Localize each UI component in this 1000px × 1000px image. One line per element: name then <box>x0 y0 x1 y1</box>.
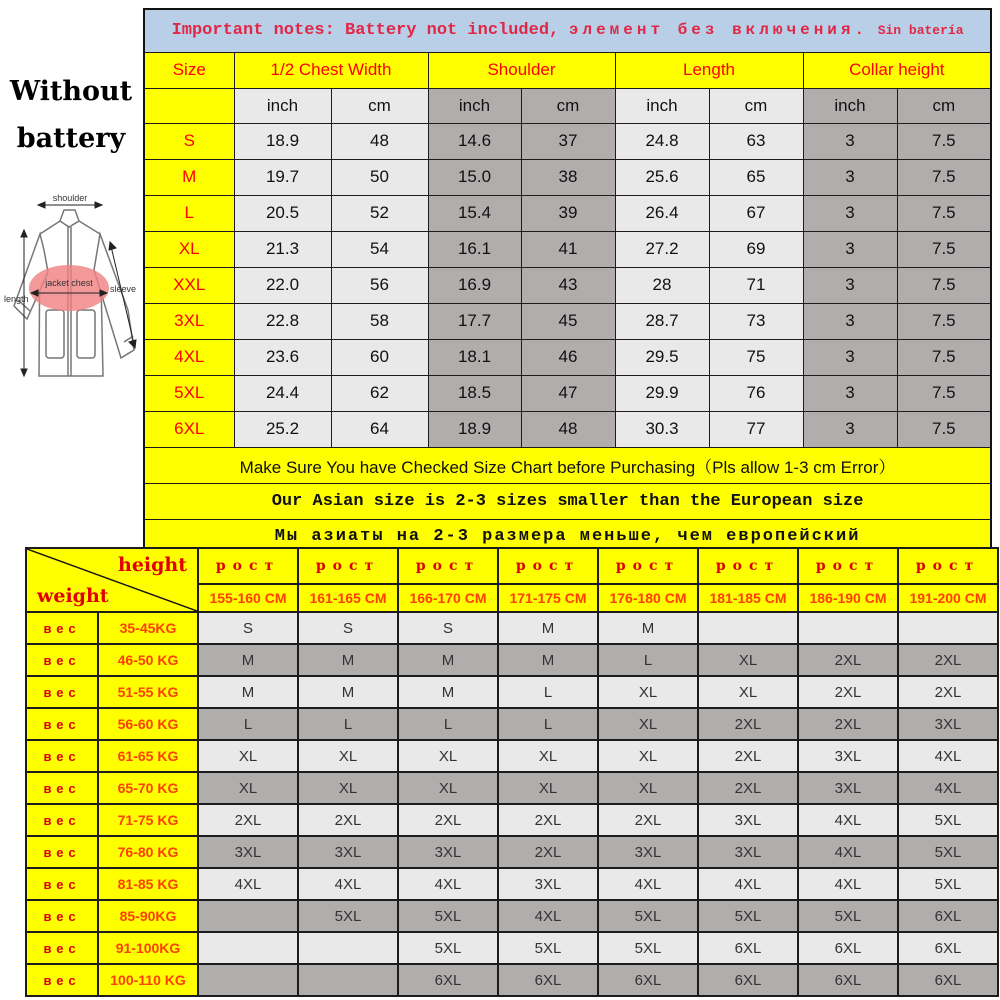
size-value: 75 <box>709 339 803 375</box>
weight-range: 71-75 KG <box>98 804 198 836</box>
size-value: 18.9 <box>428 411 521 447</box>
size-value: 38 <box>521 159 615 195</box>
weight-range: 65-70 KG <box>98 772 198 804</box>
ves-label: вес <box>26 740 98 772</box>
size-value: 50 <box>331 159 428 195</box>
rost-header: рост <box>398 548 498 584</box>
fit-size-value: 5XL <box>898 868 998 900</box>
fit-size-value: 6XL <box>598 964 698 996</box>
ves-label: вес <box>26 612 98 644</box>
size-value: 64 <box>331 411 428 447</box>
fit-size-value: 5XL <box>898 836 998 868</box>
fit-table-row <box>26 900 998 932</box>
size-label: XL <box>144 231 234 267</box>
without-battery-label <box>0 68 142 162</box>
fit-size-value: 6XL <box>698 964 798 996</box>
size-value: 3 <box>803 375 897 411</box>
fit-size-value: XL <box>498 740 598 772</box>
fit-table-row <box>26 772 998 804</box>
fit-size-value: 5XL <box>498 932 598 964</box>
fit-size-value: 3XL <box>598 836 698 868</box>
jacket-measurement-diagram <box>2 190 142 398</box>
fit-size-value: 3XL <box>798 772 898 804</box>
size-table-row <box>144 195 991 231</box>
chest-group-header: 1/2 Chest Width <box>234 52 428 88</box>
fit-size-value: M <box>498 644 598 676</box>
rost-header: рост <box>698 548 798 584</box>
note-check-size-chart: Make Sure You have Checked Size Chart before Purchasing（Pls allow 1-3 cm Error） <box>144 447 991 483</box>
height-range: 171-175 CM <box>498 584 598 612</box>
fit-size-value: 2XL <box>498 836 598 868</box>
fit-size-value: XL <box>498 772 598 804</box>
size-value: 15.0 <box>428 159 521 195</box>
chest-ellipse <box>29 265 109 311</box>
size-value: 28.7 <box>615 303 709 339</box>
without-battery-line1: Without <box>9 76 133 107</box>
height-range: 155-160 CM <box>198 584 298 612</box>
fit-size-value: 2XL <box>298 804 398 836</box>
collar-group-header: Collar height <box>803 52 991 88</box>
size-table-row <box>144 375 991 411</box>
size-value: 43 <box>521 267 615 303</box>
important-notes-banner <box>144 9 991 52</box>
fit-size-value: M <box>298 676 398 708</box>
size-value: 22.0 <box>234 267 331 303</box>
fit-size-value <box>698 612 798 644</box>
fit-size-value: L <box>498 708 598 740</box>
size-value: 24.4 <box>234 375 331 411</box>
size-table-row <box>144 339 991 375</box>
fit-size-value: M <box>198 644 298 676</box>
fit-size-value: 2XL <box>898 676 998 708</box>
size-table-row <box>144 123 991 159</box>
size-value: 41 <box>521 231 615 267</box>
weight-range: 46-50 KG <box>98 644 198 676</box>
fit-table-row <box>26 644 998 676</box>
fit-size-value: 3XL <box>898 708 998 740</box>
fit-table-row <box>26 804 998 836</box>
size-value: 71 <box>709 267 803 303</box>
weight-range: 51-55 KG <box>98 676 198 708</box>
fit-table-row <box>26 708 998 740</box>
size-value: 17.7 <box>428 303 521 339</box>
banner-text-es: Sin batería <box>877 23 964 39</box>
size-value: 76 <box>709 375 803 411</box>
fit-size-value: 3XL <box>698 804 798 836</box>
size-table-body <box>144 123 991 447</box>
weight-range: 76-80 KG <box>98 836 198 868</box>
unit-inch: inch <box>615 88 709 123</box>
fit-size-value: 2XL <box>598 804 698 836</box>
fit-size-value: M <box>198 676 298 708</box>
fit-table <box>25 547 999 997</box>
fit-size-value: 5XL <box>798 900 898 932</box>
fit-size-value: XL <box>598 676 698 708</box>
size-value: 7.5 <box>897 339 991 375</box>
unit-cm: cm <box>521 88 615 123</box>
height-range: 161-165 CM <box>298 584 398 612</box>
weight-range: 91-100KG <box>98 932 198 964</box>
size-value: 20.5 <box>234 195 331 231</box>
ves-label: вес <box>26 932 98 964</box>
fit-size-value: XL <box>398 740 498 772</box>
fit-size-value: L <box>598 644 698 676</box>
fit-size-value: 2XL <box>498 804 598 836</box>
fit-size-value: 5XL <box>898 804 998 836</box>
fit-size-value: 6XL <box>498 964 598 996</box>
size-value: 46 <box>521 339 615 375</box>
fit-size-value: 5XL <box>398 932 498 964</box>
size-value: 77 <box>709 411 803 447</box>
size-value: 29.5 <box>615 339 709 375</box>
size-value: 45 <box>521 303 615 339</box>
size-value: 22.8 <box>234 303 331 339</box>
banner-text-ru: элемент без включения. <box>568 21 869 40</box>
size-value: 7.5 <box>897 231 991 267</box>
fit-size-value: 2XL <box>798 708 898 740</box>
jacket-chest-label: jacket chest <box>45 278 93 288</box>
rost-header: рост <box>298 548 398 584</box>
size-value: 48 <box>331 123 428 159</box>
fit-size-value: XL <box>298 740 398 772</box>
size-value: 7.5 <box>897 159 991 195</box>
fit-table-row <box>26 836 998 868</box>
size-value: 3 <box>803 267 897 303</box>
size-value: 26.4 <box>615 195 709 231</box>
fit-size-value: 6XL <box>898 964 998 996</box>
fit-size-value: 6XL <box>398 964 498 996</box>
ves-label: вес <box>26 868 98 900</box>
fit-size-value: 5XL <box>598 900 698 932</box>
size-unit-spacer <box>144 88 234 123</box>
unit-inch: inch <box>234 88 331 123</box>
fit-size-value: XL <box>698 676 798 708</box>
fit-size-value: XL <box>198 772 298 804</box>
size-table-row <box>144 267 991 303</box>
fit-size-value: XL <box>398 772 498 804</box>
size-value: 15.4 <box>428 195 521 231</box>
fit-size-value: 6XL <box>898 900 998 932</box>
size-value: 37 <box>521 123 615 159</box>
ves-label: вес <box>26 804 98 836</box>
ves-label: вес <box>26 708 98 740</box>
size-value: 7.5 <box>897 375 991 411</box>
weight-range: 61-65 KG <box>98 740 198 772</box>
fit-size-value: L <box>498 676 598 708</box>
fit-size-value: 4XL <box>798 868 898 900</box>
fit-size-value: 3XL <box>398 836 498 868</box>
size-value: 60 <box>331 339 428 375</box>
fit-size-value: 6XL <box>898 932 998 964</box>
height-range: 181-185 CM <box>698 584 798 612</box>
size-label: 4XL <box>144 339 234 375</box>
rost-header: рост <box>598 548 698 584</box>
note-asian-size-en: Our Asian size is 2-3 sizes smaller than the European size <box>144 483 991 519</box>
fit-size-value: 2XL <box>698 772 798 804</box>
fit-size-value: 4XL <box>698 868 798 900</box>
fit-table-row <box>26 868 998 900</box>
size-value: 56 <box>331 267 428 303</box>
height-range: 191-200 CM <box>898 584 998 612</box>
fit-size-value <box>298 964 398 996</box>
size-value: 24.8 <box>615 123 709 159</box>
size-value: 48 <box>521 411 615 447</box>
fit-size-value: M <box>598 612 698 644</box>
size-value: 25.6 <box>615 159 709 195</box>
height-range: 186-190 CM <box>798 584 898 612</box>
length-label: length <box>4 294 29 304</box>
size-value: 30.3 <box>615 411 709 447</box>
size-value: 18.5 <box>428 375 521 411</box>
size-value: 63 <box>709 123 803 159</box>
fit-table-row <box>26 612 998 644</box>
fit-size-value: 4XL <box>398 868 498 900</box>
fit-size-value: 2XL <box>198 804 298 836</box>
fit-size-value <box>798 612 898 644</box>
fit-size-value: M <box>398 644 498 676</box>
fit-size-value: 6XL <box>798 964 898 996</box>
fit-size-value: 3XL <box>798 740 898 772</box>
fit-size-value: XL <box>598 740 698 772</box>
size-value: 7.5 <box>897 195 991 231</box>
size-value: 3 <box>803 231 897 267</box>
size-value: 69 <box>709 231 803 267</box>
fit-size-value: 6XL <box>698 932 798 964</box>
height-range: 176-180 CM <box>598 584 698 612</box>
fit-size-value <box>198 964 298 996</box>
sleeve-label: sleeve <box>110 284 137 294</box>
fit-size-value: L <box>198 708 298 740</box>
rost-header: рост <box>798 548 898 584</box>
fit-table-row <box>26 740 998 772</box>
fit-size-value: XL <box>598 772 698 804</box>
size-label: 3XL <box>144 303 234 339</box>
weight-range: 56-60 KG <box>98 708 198 740</box>
unit-cm: cm <box>331 88 428 123</box>
size-table-row <box>144 231 991 267</box>
fit-size-value: 2XL <box>898 644 998 676</box>
size-value: 16.1 <box>428 231 521 267</box>
fit-size-value: XL <box>598 708 698 740</box>
weight-label: weight <box>37 585 109 607</box>
fit-size-value: 3XL <box>198 836 298 868</box>
fit-size-value: 2XL <box>798 676 898 708</box>
size-value: 23.6 <box>234 339 331 375</box>
weight-range: 85-90KG <box>98 900 198 932</box>
fit-size-value: L <box>398 708 498 740</box>
size-value: 7.5 <box>897 123 991 159</box>
size-table-row <box>144 411 991 447</box>
size-value: 3 <box>803 195 897 231</box>
size-label: XXL <box>144 267 234 303</box>
fit-size-value: 4XL <box>598 868 698 900</box>
ves-label: вес <box>26 772 98 804</box>
fit-size-value <box>298 932 398 964</box>
ves-label: вес <box>26 644 98 676</box>
size-table-row <box>144 303 991 339</box>
fit-size-value: 2XL <box>398 804 498 836</box>
fit-size-value: M <box>498 612 598 644</box>
banner-text-en: Important notes: Battery not included, <box>171 21 560 41</box>
length-group-header: Length <box>615 52 803 88</box>
unit-inch: inch <box>803 88 897 123</box>
size-value: 19.7 <box>234 159 331 195</box>
fit-size-value: XL <box>298 772 398 804</box>
fit-size-value: 6XL <box>798 932 898 964</box>
fit-size-value: 4XL <box>898 740 998 772</box>
size-label: 6XL <box>144 411 234 447</box>
weight-range: 35-45KG <box>98 612 198 644</box>
fit-size-value: 4XL <box>798 836 898 868</box>
fit-size-value: 5XL <box>398 900 498 932</box>
ves-label: вес <box>26 676 98 708</box>
unit-cm: cm <box>709 88 803 123</box>
size-label: S <box>144 123 234 159</box>
fit-size-value: 4XL <box>198 868 298 900</box>
size-column-header: Size <box>144 52 234 88</box>
size-value: 58 <box>331 303 428 339</box>
fit-size-value <box>198 900 298 932</box>
fit-table-row <box>26 964 998 996</box>
size-value: 16.9 <box>428 267 521 303</box>
size-value: 3 <box>803 303 897 339</box>
note-asian-size-ru: Мы азиаты на 2-3 размера меньше, чем европейский <box>144 519 991 555</box>
weight-range: 100-110 KG <box>98 964 198 996</box>
size-value: 52 <box>331 195 428 231</box>
fit-size-value: 4XL <box>898 772 998 804</box>
size-value: 67 <box>709 195 803 231</box>
fit-size-value: S <box>198 612 298 644</box>
fit-size-value: 5XL <box>298 900 398 932</box>
fit-size-value: XL <box>198 740 298 772</box>
size-value: 47 <box>521 375 615 411</box>
size-label: 5XL <box>144 375 234 411</box>
height-range: 166-170 CM <box>398 584 498 612</box>
fit-size-value: 5XL <box>598 932 698 964</box>
fit-size-value: 4XL <box>798 804 898 836</box>
fit-size-value: 3XL <box>298 836 398 868</box>
unit-inch: inch <box>428 88 521 123</box>
fit-size-value <box>198 932 298 964</box>
fit-size-value: 2XL <box>798 644 898 676</box>
size-value: 54 <box>331 231 428 267</box>
rost-header: рост <box>198 548 298 584</box>
rost-header: рост <box>898 548 998 584</box>
fit-size-value: 4XL <box>298 868 398 900</box>
fit-size-value: L <box>298 708 398 740</box>
size-value: 18.9 <box>234 123 331 159</box>
size-value: 14.6 <box>428 123 521 159</box>
size-label: M <box>144 159 234 195</box>
rost-header: рост <box>498 548 598 584</box>
size-value: 25.2 <box>234 411 331 447</box>
fit-size-value: 3XL <box>498 868 598 900</box>
fit-size-value: 2XL <box>698 708 798 740</box>
size-value: 7.5 <box>897 303 991 339</box>
size-value: 7.5 <box>897 411 991 447</box>
size-value: 3 <box>803 339 897 375</box>
shoulder-label: shoulder <box>52 193 88 203</box>
size-value: 65 <box>709 159 803 195</box>
size-table-row <box>144 159 991 195</box>
size-value: 3 <box>803 159 897 195</box>
fit-size-value: 3XL <box>698 836 798 868</box>
height-weight-corner <box>26 548 198 612</box>
fit-size-value: S <box>298 612 398 644</box>
fit-size-value: XL <box>698 644 798 676</box>
weight-range: 81-85 KG <box>98 868 198 900</box>
ves-label: вес <box>26 964 98 996</box>
fit-size-value: M <box>398 676 498 708</box>
size-label: L <box>144 195 234 231</box>
size-value: 3 <box>803 411 897 447</box>
fit-size-value <box>898 612 998 644</box>
without-battery-line2: battery <box>16 123 126 154</box>
shoulder-group-header: Shoulder <box>428 52 615 88</box>
ves-label: вес <box>26 836 98 868</box>
size-value: 18.1 <box>428 339 521 375</box>
size-value: 29.9 <box>615 375 709 411</box>
size-value: 62 <box>331 375 428 411</box>
size-value: 7.5 <box>897 267 991 303</box>
fit-size-value: 4XL <box>498 900 598 932</box>
size-value: 39 <box>521 195 615 231</box>
fit-table-row <box>26 676 998 708</box>
unit-cm: cm <box>897 88 991 123</box>
fit-size-value: S <box>398 612 498 644</box>
fit-size-value: 2XL <box>698 740 798 772</box>
size-value: 27.2 <box>615 231 709 267</box>
fit-size-value: 5XL <box>698 900 798 932</box>
size-value: 28 <box>615 267 709 303</box>
fit-table-body <box>26 612 998 996</box>
fit-size-value: M <box>298 644 398 676</box>
size-value: 21.3 <box>234 231 331 267</box>
ves-label: вес <box>26 900 98 932</box>
size-value: 73 <box>709 303 803 339</box>
size-table <box>143 8 992 556</box>
fit-table-row <box>26 932 998 964</box>
size-value: 3 <box>803 123 897 159</box>
height-label: height <box>118 554 187 576</box>
